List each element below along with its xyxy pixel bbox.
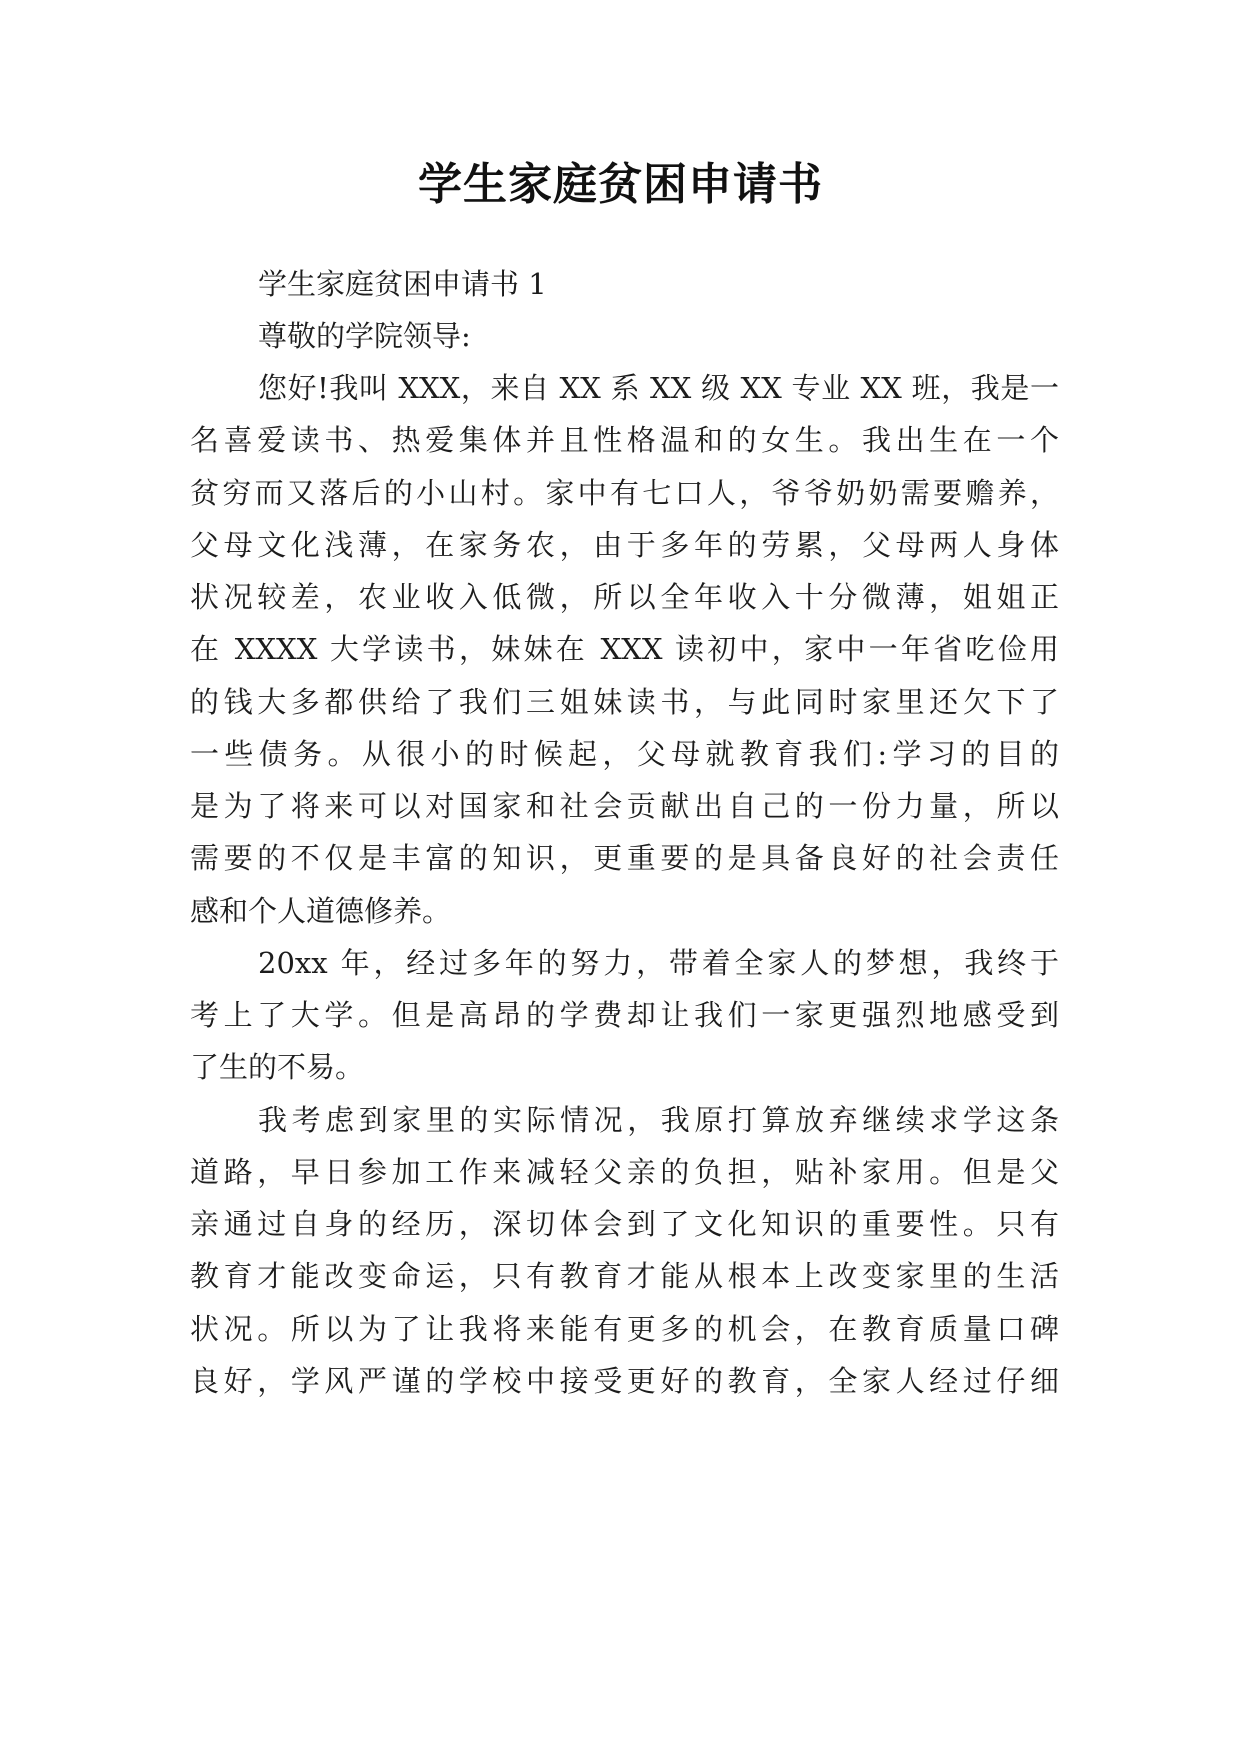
paragraph-2-line-2: 考上了大学。但是高昂的学费却让我们一家更强烈地感受到 — [190, 998, 1059, 1032]
paragraph-1-line-7: 的钱大多都供给了我们三姐妹读书，与此同时家里还欠下了 — [190, 685, 1059, 719]
paragraph-3-line-6: 良好，学风严谨的学校中接受更好的教育，全家人经过仔细 — [190, 1364, 1059, 1398]
paragraph-1-line-3: 贫穷而又落后的小山村。家中有七口人，爷爷奶奶需要赡养， — [190, 476, 1059, 510]
paragraph-1-line-6: 在 XXXX 大学读书，妹妹在 XXX 读初中，家中一年省吃俭用 — [190, 632, 1059, 666]
paragraph-3-line-4: 教育才能改变命运，只有教育才能从根本上改变家里的生活 — [190, 1259, 1059, 1293]
paragraph-3-line-5: 状况。所以为了让我将来能有更多的机会，在教育质量口碑 — [190, 1312, 1059, 1346]
paragraph-1-line-9: 是为了将来可以对国家和社会贡献出自己的一份力量，所以 — [190, 789, 1059, 823]
paragraph-1-line-4: 父母文化浅薄，在家务农，由于多年的劳累，父母两人身体 — [190, 528, 1059, 562]
paragraph-1-line-11: 感和个人道德修养。 — [190, 894, 452, 928]
paragraph-3-line-2: 道路，早日参加工作来减轻父亲的负担，贴补家用。但是父 — [190, 1155, 1059, 1189]
subtitle-line: 学生家庭贫困申请书 1 — [258, 267, 547, 301]
paragraph-2-line-3: 了生的不易。 — [190, 1050, 365, 1084]
paragraph-1-line-8: 一些债务。从很小的时候起，父母就教育我们:学习的目的 — [190, 737, 1059, 771]
paragraph-1-line-1: 您好!我叫 XXX，来自 XX 系 XX 级 XX 专业 XX 班，我是一 — [258, 371, 1059, 405]
paragraph-1-line-5: 状况较差，农业收入低微，所以全年收入十分微薄，姐姐正 — [190, 580, 1059, 614]
paragraph-3-line-1: 我考虑到家里的实际情况，我原打算放弃继续求学这条 — [258, 1103, 1059, 1137]
paragraph-3-line-3: 亲通过自身的经历，深切体会到了文化知识的重要性。只有 — [190, 1207, 1059, 1241]
salutation-line: 尊敬的学院领导: — [258, 319, 471, 353]
paragraph-1-line-10: 需要的不仅是丰富的知识，更重要的是具备良好的社会责任 — [190, 841, 1059, 875]
paragraph-1-line-2: 名喜爱读书、热爱集体并且性格温和的女生。我出生在一个 — [190, 423, 1059, 457]
paragraph-2-line-1: 20xx 年，经过多年的努力，带着全家人的梦想，我终于 — [258, 946, 1059, 980]
document-title: 学生家庭贫困申请书 — [418, 159, 823, 210]
